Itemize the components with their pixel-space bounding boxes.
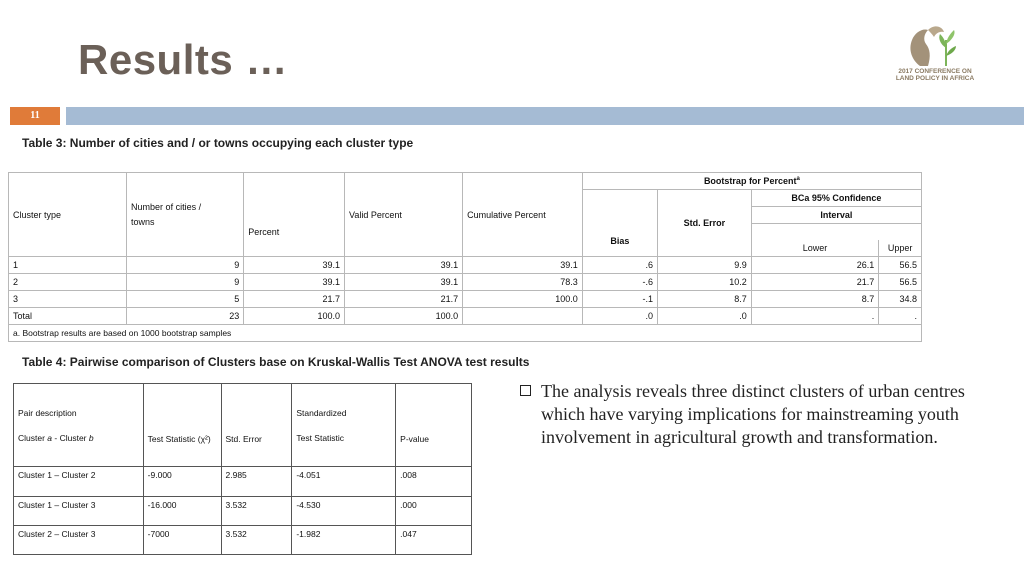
cell-type: Total — [9, 308, 127, 325]
header-pair-a: Cluster a — [18, 432, 53, 443]
cell-cum — [463, 308, 583, 325]
header-std-error: Std. Error — [221, 384, 292, 467]
cell-pair: Cluster 2 – Cluster 3 — [14, 526, 144, 555]
cell-lower: 26.1 — [751, 257, 879, 274]
header-pair-line2 — [18, 433, 139, 443]
header-pair-description — [14, 384, 144, 467]
logo-text — [890, 68, 980, 82]
header-pvalue: P-value — [396, 384, 472, 467]
table3-caption: Table 3: Number of cities and / or towns occupying each cluster type — [22, 136, 414, 150]
cell-pct: 39.1 — [244, 274, 345, 291]
table-row — [14, 497, 472, 526]
conference-logo — [890, 16, 980, 92]
logo-emblem-icon — [890, 16, 980, 68]
cell-n: 9 — [127, 257, 244, 274]
cell-n: 23 — [127, 308, 244, 325]
cell-bias: .0 — [582, 308, 657, 325]
cell-type: 3 — [9, 291, 127, 308]
slide-title: Results … — [78, 36, 288, 83]
header-bootstrap-label: Bootstrap for Percent — [703, 176, 797, 186]
cell-valid: 39.1 — [345, 274, 463, 291]
header-standardized-line2: Test Statistic — [296, 432, 345, 443]
cell-p: .000 — [396, 497, 472, 526]
table3-footnote: a. Bootstrap results are based on 1000 bootstrap samples — [9, 325, 922, 342]
logo-line-1: 2017 CONFERENCE ON — [898, 68, 972, 75]
table-row — [9, 274, 922, 291]
header-std-error: Std. Error — [658, 190, 752, 257]
header-number-of-cities — [127, 173, 244, 257]
cell-cum: 39.1 — [463, 257, 583, 274]
cell-lower: . — [751, 308, 879, 325]
table-row — [14, 467, 472, 497]
table3 — [8, 172, 922, 342]
header-bca-spacer — [751, 224, 921, 241]
cell-n: 9 — [127, 274, 244, 291]
header-number-line1: Number of cities / — [131, 202, 202, 212]
cell-upper: . — [879, 308, 922, 325]
cell-se: 10.2 — [658, 274, 752, 291]
cell-se: 3.532 — [221, 497, 292, 526]
cell-stat: -7000 — [143, 526, 221, 555]
cell-lower: 21.7 — [751, 274, 879, 291]
header-pair-sep: - — [52, 432, 60, 443]
header-percent: Percent — [244, 173, 345, 257]
cell-p: .008 — [396, 467, 472, 497]
header-pair-b: Cluster b — [59, 432, 94, 443]
analysis-bullet — [520, 380, 990, 449]
cell-pct: 21.7 — [244, 291, 345, 308]
cell-p: .047 — [396, 526, 472, 555]
header-bca-line1: BCa 95% Confidence — [751, 190, 921, 207]
cell-pair: Cluster 1 – Cluster 2 — [14, 467, 144, 497]
cell-pair: Cluster 1 – Cluster 3 — [14, 497, 144, 526]
cell-std: -1.982 — [292, 526, 396, 555]
cell-pct: 100.0 — [244, 308, 345, 325]
cell-stat: -9.000 — [143, 467, 221, 497]
table-row-total — [9, 308, 922, 325]
header-standardized — [292, 384, 396, 467]
table-row — [9, 291, 922, 308]
header-test-statistic: Test Statistic (χ²) — [143, 384, 221, 467]
cell-bias: .6 — [582, 257, 657, 274]
header-lower: Lower — [751, 240, 879, 257]
header-bootstrap-sup: a — [796, 176, 800, 182]
cell-n: 5 — [127, 291, 244, 308]
cell-se: 8.7 — [658, 291, 752, 308]
cell-cum: 78.3 — [463, 274, 583, 291]
header-cluster-type: Cluster type — [9, 173, 127, 257]
cell-valid: 39.1 — [345, 257, 463, 274]
bullet-text: The analysis reveals three distinct clusters of urban centres which have varying implications for mainstreaming youth involvement in agricultural growth and transformation. — [541, 381, 965, 447]
header-bootstrap — [582, 173, 921, 190]
cell-se: .0 — [658, 308, 752, 325]
header-upper: Upper — [879, 240, 922, 257]
cell-type: 2 — [9, 274, 127, 291]
cell-stat: -16.000 — [143, 497, 221, 526]
cell-se: 2.985 — [221, 467, 292, 497]
header-number-line2: towns — [131, 217, 155, 227]
header-valid-percent: Valid Percent — [345, 173, 463, 257]
cell-bias: -.6 — [582, 274, 657, 291]
header-pair-line1: Pair description — [18, 407, 77, 418]
table4-caption: Table 4: Pairwise comparison of Clusters base on Kruskal-Wallis Test ANOVA test results — [22, 355, 530, 369]
bullet-box-icon — [520, 385, 531, 396]
header-cumulative-percent: Cumulative Percent — [463, 173, 583, 257]
table-row — [9, 257, 922, 274]
cell-se: 3.532 — [221, 526, 292, 555]
table-row — [14, 526, 472, 555]
header-bias: Bias — [582, 190, 657, 257]
table4 — [13, 383, 472, 555]
cell-std: -4.530 — [292, 497, 396, 526]
cell-upper: 56.5 — [879, 257, 922, 274]
cell-bias: -.1 — [582, 291, 657, 308]
cell-upper: 56.5 — [879, 274, 922, 291]
cell-lower: 8.7 — [751, 291, 879, 308]
cell-valid: 100.0 — [345, 308, 463, 325]
cell-std: -4.051 — [292, 467, 396, 497]
cell-valid: 21.7 — [345, 291, 463, 308]
header-bca-line2: Interval — [751, 207, 921, 224]
cell-cum: 100.0 — [463, 291, 583, 308]
cell-pct: 39.1 — [244, 257, 345, 274]
slide-number: 11 — [10, 107, 60, 125]
header-rule — [66, 107, 1024, 125]
header-standardized-line1: Standardized — [296, 407, 347, 418]
logo-line-2: LAND POLICY IN AFRICA — [895, 75, 975, 82]
cell-upper: 34.8 — [879, 291, 922, 308]
cell-se: 9.9 — [658, 257, 752, 274]
cell-type: 1 — [9, 257, 127, 274]
